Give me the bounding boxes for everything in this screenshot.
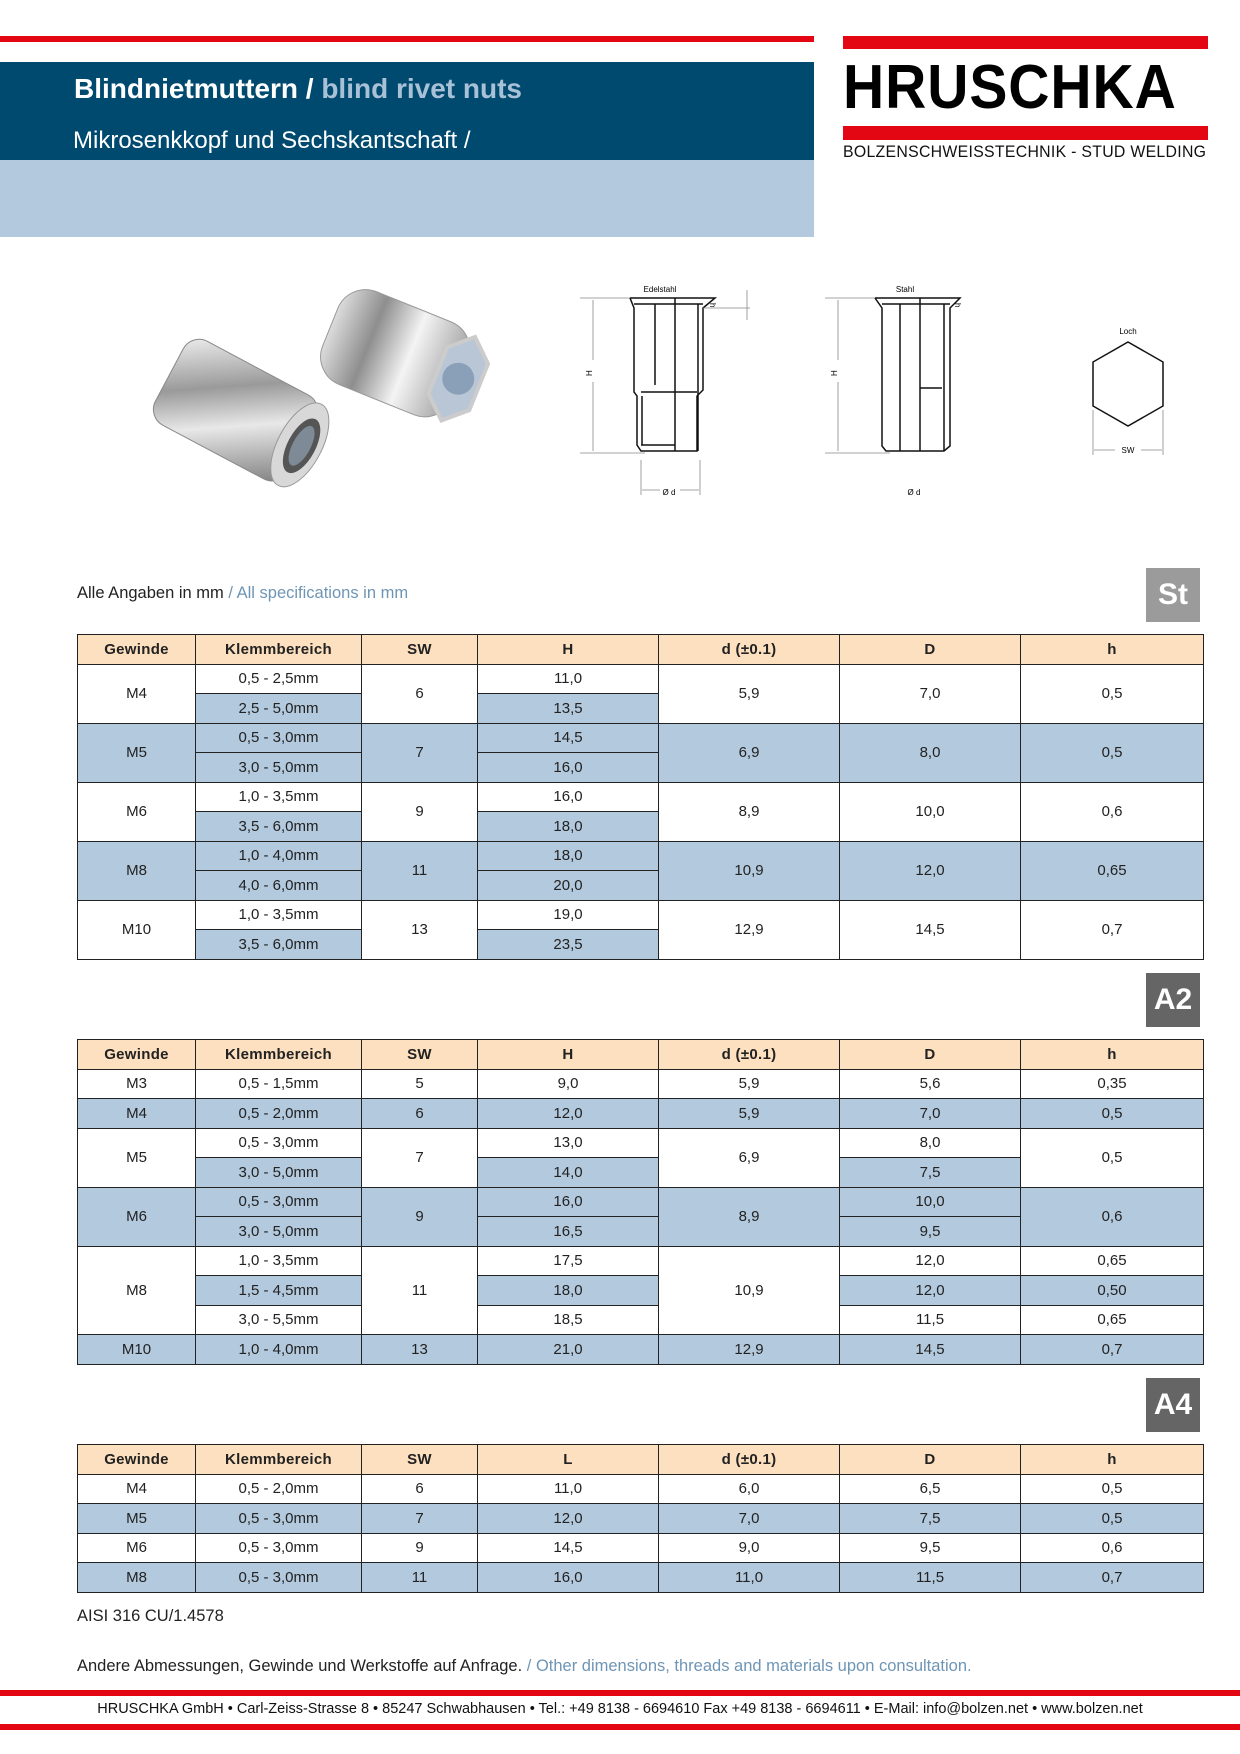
drawing-edelstahl [580, 298, 715, 453]
material-note: AISI 316 CU/1.4578 [77, 1607, 224, 1625]
table-row [78, 1563, 1204, 1593]
table-row [78, 664, 1204, 694]
cell-sw: 7 [362, 1128, 478, 1187]
label-loch: Loch [1119, 327, 1137, 336]
units-de: Alle Angaben in mm [77, 584, 224, 602]
cell-H: 23,5 [478, 930, 659, 960]
cell-klemm: 1,0 - 3,5mm [196, 900, 362, 930]
spec-table-a4 [77, 1444, 1204, 1593]
label-stahl: Stahl [895, 285, 915, 294]
label-edelstahl: Edelstahl [643, 285, 677, 294]
dim-h-right: h [953, 303, 962, 308]
note-en: / Other dimensions, threads and materials upon consultation. [522, 1657, 972, 1675]
cell-gewinde: M4 [78, 1474, 196, 1504]
cell-d: 7,0 [659, 1504, 840, 1534]
drawing-stahl [825, 298, 960, 453]
cell-sw: 5 [362, 1069, 478, 1099]
col-header: Gewinde [78, 635, 196, 665]
units-note [77, 584, 408, 603]
col-header: Klemmbereich [196, 635, 362, 665]
cell-D: 7,0 [840, 664, 1021, 723]
consultation-note [77, 1657, 972, 1676]
cell-klemm: 1,0 - 3,5mm [196, 1246, 362, 1276]
cell-D: 14,5 [840, 1335, 1021, 1365]
table-row [78, 723, 1204, 753]
title-en: blind rivet nuts [313, 73, 523, 104]
col-header: d (±0.1) [659, 635, 840, 665]
page-title [74, 73, 522, 105]
cell-H: 16,0 [478, 1187, 659, 1217]
cell-sw: 9 [362, 1533, 478, 1563]
technical-drawing [575, 270, 1215, 495]
cell-d: 6,9 [659, 723, 840, 782]
table-row [78, 841, 1204, 871]
cell-H: 16,0 [478, 782, 659, 812]
table-row [78, 1276, 1204, 1306]
material-badge-st: St [1146, 568, 1200, 622]
table-row [78, 782, 1204, 812]
cell-gewinde: M8 [78, 1246, 196, 1335]
table-header-row [78, 635, 1204, 665]
cell-klemm: 3,0 - 5,0mm [196, 1158, 362, 1188]
cell-h: 0,5 [1021, 723, 1204, 782]
cell-H: 20,0 [478, 871, 659, 901]
cell-h: 0,50 [1021, 1276, 1204, 1306]
col-header: Klemmbereich [196, 1040, 362, 1070]
cell-D: 12,0 [840, 1246, 1021, 1276]
page-subtitle: Mikrosenkkopf und Sechskantschaft / [73, 127, 471, 154]
cell-D: 9,5 [840, 1217, 1021, 1247]
cell-sw: 11 [362, 841, 478, 900]
col-header: h [1021, 1040, 1204, 1070]
cell-L: 11,0 [478, 1474, 659, 1504]
footer-contact: HRUSCHKA GmbH • Carl-Zeiss-Strasse 8 • 85247 Schwabhausen • Tel.: +49 8138 - 6694610 Fax +49 8138 - 6694611 • E-Mail: info@bolzen.net • www.bolzen.net [97, 1701, 1143, 1717]
cell-D: 11,5 [840, 1305, 1021, 1335]
cell-klemm: 1,0 - 4,0mm [196, 841, 362, 871]
cell-d: 8,9 [659, 1187, 840, 1246]
table-row [78, 1246, 1204, 1276]
cell-d: 11,0 [659, 1563, 840, 1593]
cell-klemm: 3,5 - 6,0mm [196, 812, 362, 842]
col-header: D [840, 635, 1021, 665]
col-header: L [478, 1445, 659, 1475]
table-row [78, 1128, 1204, 1158]
cell-h: 0,35 [1021, 1069, 1204, 1099]
cell-D: 10,0 [840, 782, 1021, 841]
cell-h: 0,65 [1021, 1305, 1204, 1335]
logo-red-bar-top [843, 36, 1208, 49]
cell-d: 6,0 [659, 1474, 840, 1504]
cell-sw: 13 [362, 1335, 478, 1365]
cell-sw: 6 [362, 664, 478, 723]
col-header: h [1021, 1445, 1204, 1475]
cell-h: 0,5 [1021, 664, 1204, 723]
cell-klemm: 0,5 - 1,5mm [196, 1069, 362, 1099]
header-banner-light [0, 160, 814, 237]
hex-hole [1093, 342, 1163, 426]
cell-h: 0,5 [1021, 1504, 1204, 1534]
cell-gewinde: M8 [78, 841, 196, 900]
cell-D: 7,0 [840, 1099, 1021, 1129]
cell-d: 10,9 [659, 841, 840, 900]
cell-gewinde: M5 [78, 1128, 196, 1187]
col-header: d (±0.1) [659, 1445, 840, 1475]
cell-H: 19,0 [478, 900, 659, 930]
dim-d-left: Ø d [662, 488, 676, 495]
cell-L: 14,5 [478, 1533, 659, 1563]
cell-klemm: 1,5 - 4,5mm [196, 1276, 362, 1306]
cell-D: 7,5 [840, 1158, 1021, 1188]
col-header: h [1021, 635, 1204, 665]
cell-klemm: 0,5 - 3,0mm [196, 1504, 362, 1534]
cell-klemm: 3,0 - 5,0mm [196, 753, 362, 783]
cell-D: 11,5 [840, 1563, 1021, 1593]
dim-d-right: Ø d [907, 488, 921, 495]
cell-d: 10,9 [659, 1246, 840, 1335]
table-row [78, 1099, 1204, 1129]
cell-gewinde: M10 [78, 1335, 196, 1365]
cell-D: 5,6 [840, 1069, 1021, 1099]
cell-H: 18,0 [478, 841, 659, 871]
cell-klemm: 3,0 - 5,5mm [196, 1305, 362, 1335]
cell-sw: 7 [362, 1504, 478, 1534]
rivet-nut-left [147, 333, 342, 497]
spec-table-a2 [77, 1039, 1204, 1365]
cell-gewinde: M5 [78, 1504, 196, 1534]
col-header: Klemmbereich [196, 1445, 362, 1475]
col-header: D [840, 1040, 1021, 1070]
cell-H: 18,0 [478, 812, 659, 842]
table-row [78, 1335, 1204, 1365]
header-red-rule [0, 36, 814, 42]
dim-sw: SW [1121, 446, 1135, 455]
cell-gewinde: M10 [78, 900, 196, 959]
cell-h: 0,5 [1021, 1128, 1204, 1187]
cell-sw: 11 [362, 1563, 478, 1593]
cell-klemm: 4,0 - 6,0mm [196, 871, 362, 901]
table-row [78, 1474, 1204, 1504]
note-de: Andere Abmessungen, Gewinde und Werkstoffe auf Anfrage. [77, 1657, 523, 1675]
cell-H: 12,0 [478, 1099, 659, 1129]
cell-H: 11,0 [478, 664, 659, 694]
cell-klemm: 0,5 - 2,0mm [196, 1474, 362, 1504]
cell-gewinde: M4 [78, 664, 196, 723]
cell-D: 12,0 [840, 841, 1021, 900]
cell-sw: 6 [362, 1099, 478, 1129]
col-header: SW [362, 1040, 478, 1070]
cell-gewinde: M3 [78, 1069, 196, 1099]
cell-D: 10,0 [840, 1187, 1021, 1217]
table-row [78, 1187, 1204, 1217]
cell-h: 0,65 [1021, 1246, 1204, 1276]
cell-h: 0,7 [1021, 1335, 1204, 1365]
cell-H: 18,0 [478, 1276, 659, 1306]
col-header: SW [362, 635, 478, 665]
logo-tagline: BOLZENSCHWEISSTECHNIK - STUD WELDING [843, 143, 1207, 161]
spec-table-st [77, 634, 1204, 960]
cell-klemm: 0,5 - 3,0mm [196, 723, 362, 753]
cell-sw: 9 [362, 782, 478, 841]
cell-gewinde: M4 [78, 1099, 196, 1129]
company-logo: HRUSCHKA [843, 53, 1177, 122]
cell-d: 9,0 [659, 1533, 840, 1563]
cell-gewinde: M8 [78, 1563, 196, 1593]
cell-d: 8,9 [659, 782, 840, 841]
cell-klemm: 0,5 - 2,0mm [196, 1099, 362, 1129]
col-header: H [478, 1040, 659, 1070]
cell-klemm: 0,5 - 3,0mm [196, 1533, 362, 1563]
material-badge-a4: A4 [1146, 1378, 1200, 1432]
cell-H: 13,0 [478, 1128, 659, 1158]
cell-D: 8,0 [840, 1128, 1021, 1158]
cell-h: 0,5 [1021, 1474, 1204, 1504]
cell-d: 12,9 [659, 900, 840, 959]
cell-klemm: 3,5 - 6,0mm [196, 930, 362, 960]
col-header: D [840, 1445, 1021, 1475]
cell-H: 21,0 [478, 1335, 659, 1365]
table-row [78, 1069, 1204, 1099]
cell-klemm: 1,0 - 4,0mm [196, 1335, 362, 1365]
cell-H: 13,5 [478, 694, 659, 724]
cell-d: 5,9 [659, 664, 840, 723]
table-header-row [78, 1040, 1204, 1070]
cell-d: 5,9 [659, 1069, 840, 1099]
material-badge-a2: A2 [1146, 973, 1200, 1027]
cell-D: 6,5 [840, 1474, 1021, 1504]
cell-gewinde: M6 [78, 1187, 196, 1246]
cell-h: 0,5 [1021, 1099, 1204, 1129]
cell-H: 16,0 [478, 753, 659, 783]
table-row [78, 1305, 1204, 1335]
cell-d: 6,9 [659, 1128, 840, 1187]
cell-h: 0,7 [1021, 1563, 1204, 1593]
dim-h-left: h [708, 303, 717, 308]
cell-h: 0,7 [1021, 900, 1204, 959]
col-header: H [478, 635, 659, 665]
cell-klemm: 0,5 - 3,0mm [196, 1563, 362, 1593]
table-header-row [78, 1445, 1204, 1475]
cell-H: 9,0 [478, 1069, 659, 1099]
cell-sw: 6 [362, 1474, 478, 1504]
cell-H: 14,0 [478, 1158, 659, 1188]
cell-L: 12,0 [478, 1504, 659, 1534]
footer-red-rule-bottom [0, 1724, 1240, 1730]
cell-D: 12,0 [840, 1276, 1021, 1306]
cell-klemm: 3,0 - 5,0mm [196, 1217, 362, 1247]
cell-h: 0,6 [1021, 1533, 1204, 1563]
cell-sw: 9 [362, 1187, 478, 1246]
cell-gewinde: M6 [78, 1533, 196, 1563]
cell-h: 0,6 [1021, 1187, 1204, 1246]
cell-H: 17,5 [478, 1246, 659, 1276]
cell-sw: 13 [362, 900, 478, 959]
dim-H-right: H [830, 370, 839, 376]
cell-klemm: 0,5 - 3,0mm [196, 1128, 362, 1158]
cell-D: 7,5 [840, 1504, 1021, 1534]
col-header: Gewinde [78, 1445, 196, 1475]
dim-H-left: H [585, 370, 594, 376]
footer-red-rule-top [0, 1690, 1240, 1696]
table-row [78, 1533, 1204, 1563]
col-header: Gewinde [78, 1040, 196, 1070]
cell-H: 16,5 [478, 1217, 659, 1247]
cell-gewinde: M6 [78, 782, 196, 841]
cell-klemm: 0,5 - 2,5mm [196, 664, 362, 694]
cell-gewinde: M5 [78, 723, 196, 782]
rivet-nut-right [312, 281, 498, 434]
col-header: d (±0.1) [659, 1040, 840, 1070]
cell-klemm: 1,0 - 3,5mm [196, 782, 362, 812]
cell-klemm: 0,5 - 3,0mm [196, 1187, 362, 1217]
cell-H: 18,5 [478, 1305, 659, 1335]
col-header: SW [362, 1445, 478, 1475]
cell-d: 5,9 [659, 1099, 840, 1129]
cell-D: 8,0 [840, 723, 1021, 782]
title-de: Blindnietmuttern / [74, 73, 314, 104]
product-photo [140, 280, 500, 510]
cell-klemm: 2,5 - 5,0mm [196, 694, 362, 724]
cell-h: 0,65 [1021, 841, 1204, 900]
cell-sw: 7 [362, 723, 478, 782]
logo-red-bar-bottom [843, 126, 1208, 140]
cell-d: 12,9 [659, 1335, 840, 1365]
units-en: / All specifications in mm [223, 584, 409, 602]
cell-H: 14,5 [478, 723, 659, 753]
cell-D: 9,5 [840, 1533, 1021, 1563]
table-row [78, 1504, 1204, 1534]
cell-h: 0,6 [1021, 782, 1204, 841]
cell-sw: 11 [362, 1246, 478, 1335]
table-row [78, 900, 1204, 930]
cell-L: 16,0 [478, 1563, 659, 1593]
cell-D: 14,5 [840, 900, 1021, 959]
